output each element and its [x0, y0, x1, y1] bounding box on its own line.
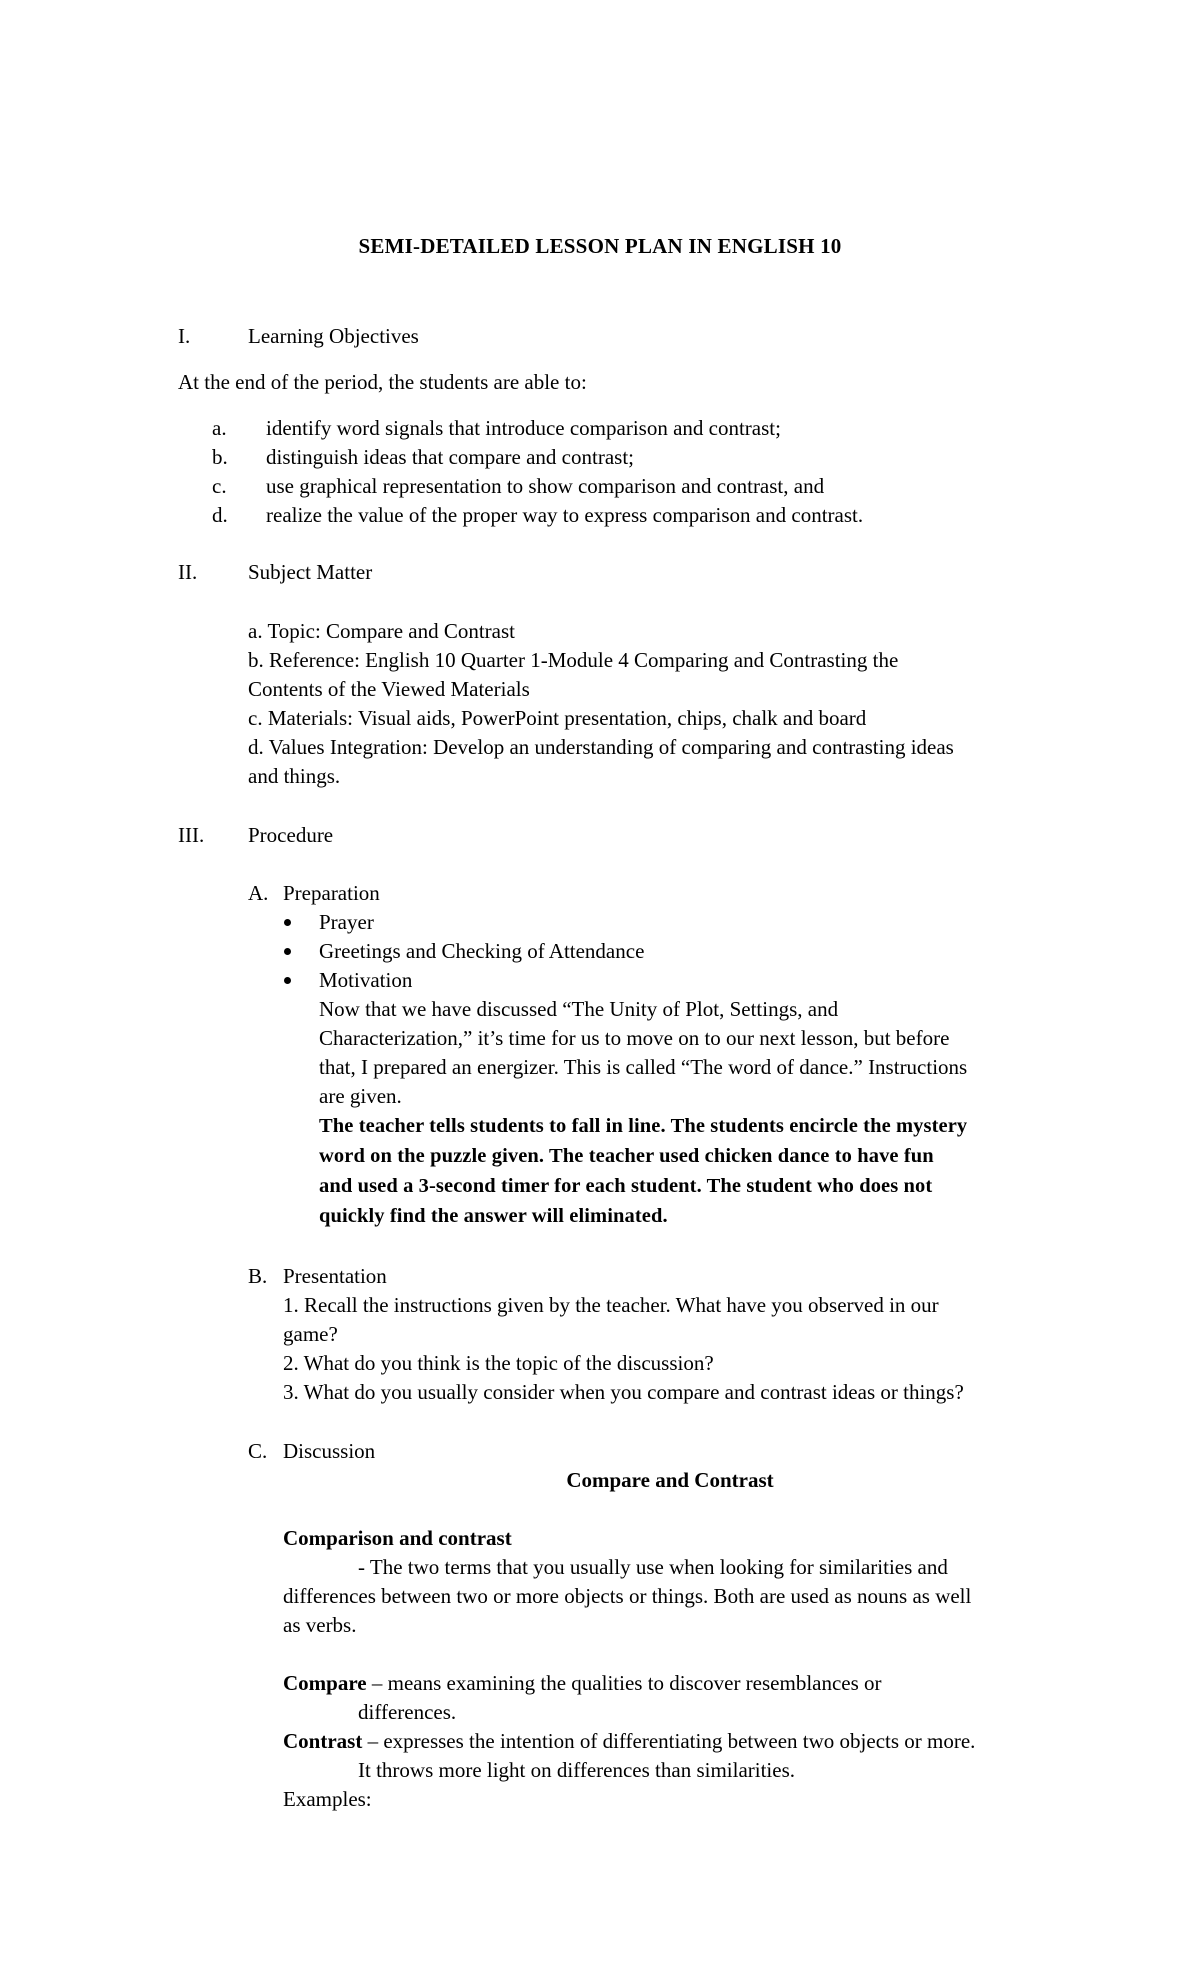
- motivation-instruction-line: quickly find the answer will eliminated.: [319, 1205, 668, 1227]
- compare-term: Compare: [283, 1671, 367, 1695]
- motivation-line: Characterization,” it’s time for us to move on to our next lesson, but before: [319, 1026, 950, 1050]
- section-2-heading: Subject Matter: [248, 560, 373, 584]
- subject-line: and things.: [248, 764, 341, 788]
- preparation-bullet: Prayer: [319, 910, 374, 934]
- preparation-letter: A.: [248, 881, 269, 905]
- subject-line: Contents of the Viewed Materials: [248, 677, 530, 701]
- preparation-heading: Preparation: [283, 881, 380, 905]
- motivation-instruction-line: and used a 3-second timer for each student. The student who does not: [319, 1175, 933, 1197]
- objective-letter: b.: [212, 445, 228, 469]
- discussion-heading: Discussion: [283, 1439, 376, 1463]
- compare-def-continuation: differences.: [358, 1700, 457, 1724]
- section-3-numeral: III.: [178, 823, 205, 847]
- compare-definition: [283, 1669, 882, 1698]
- objective-text: realize the value of the proper way to express comparison and contrast.: [266, 503, 864, 527]
- section-1-heading: Learning Objectives: [248, 324, 419, 348]
- contrast-definition: [283, 1727, 975, 1756]
- term-heading: Comparison and contrast: [283, 1526, 512, 1550]
- motivation-instruction-line: The teacher tells students to fall in line. The students encircle the mystery: [319, 1115, 968, 1137]
- term-line: as verbs.: [283, 1613, 357, 1637]
- presentation-line: 2. What do you think is the topic of the discussion?: [283, 1351, 714, 1375]
- contrast-def-continuation: It throws more light on differences than similarities.: [358, 1758, 796, 1782]
- preparation-bullet: Greetings and Checking of Attendance: [319, 939, 645, 963]
- motivation-line: Now that we have discussed “The Unity of Plot, Settings, and: [319, 997, 839, 1021]
- preparation-bullet: Motivation: [319, 968, 413, 992]
- objective-letter: a.: [212, 416, 227, 440]
- bullet-icon: [284, 919, 291, 926]
- objective-text: identify word signals that introduce comparison and contrast;: [266, 416, 781, 440]
- presentation-line: 3. What do you usually consider when you compare and contrast ideas or things?: [283, 1380, 964, 1404]
- contrast-def-text: – expresses the intention of differentiating between two objects or more.: [362, 1729, 976, 1753]
- compare-def-text: – means examining the qualities to discover resemblances or: [366, 1671, 882, 1695]
- objective-letter: d.: [212, 503, 228, 527]
- discussion-subtitle: Compare and Contrast: [566, 1468, 774, 1492]
- discussion-letter: C.: [248, 1439, 268, 1463]
- term-line: - The two terms that you usually use when looking for similarities and: [358, 1555, 948, 1579]
- subject-line: c. Materials: Visual aids, PowerPoint presentation, chips, chalk and board: [248, 706, 867, 730]
- motivation-instruction-line: word on the puzzle given. The teacher used chicken dance to have fun: [319, 1145, 934, 1167]
- section-3-heading: Procedure: [248, 823, 334, 847]
- section-1-numeral: I.: [178, 324, 191, 348]
- bullet-icon: [284, 948, 291, 955]
- subject-line: b. Reference: English 10 Quarter 1-Module 4 Comparing and Contrasting the: [248, 648, 899, 672]
- motivation-line: are given.: [319, 1084, 402, 1108]
- presentation-line: 1. Recall the instructions given by the teacher. What have you observed in our: [283, 1293, 939, 1317]
- subject-line: a. Topic: Compare and Contrast: [248, 619, 516, 643]
- page-title: SEMI-DETAILED LESSON PLAN IN ENGLISH 10: [358, 234, 842, 258]
- section-2-numeral: II.: [178, 560, 198, 584]
- section-1-intro: At the end of the period, the students are able to:: [178, 370, 587, 394]
- bullet-icon: [284, 977, 291, 984]
- contrast-term: Contrast: [283, 1729, 363, 1753]
- objective-text: use graphical representation to show comparison and contrast, and: [266, 474, 825, 498]
- motivation-line: that, I prepared an energizer. This is called “The word of dance.” Instructions: [319, 1055, 968, 1079]
- presentation-line: game?: [283, 1322, 338, 1346]
- term-line: differences between two or more objects or things. Both are used as nouns as well: [283, 1584, 972, 1608]
- objective-letter: c.: [212, 474, 227, 498]
- presentation-heading: Presentation: [283, 1264, 387, 1288]
- examples-label: Examples:: [283, 1787, 372, 1811]
- objective-text: distinguish ideas that compare and contrast;: [266, 445, 634, 469]
- subject-line: d. Values Integration: Develop an understanding of comparing and contrasting ideas: [248, 735, 954, 759]
- presentation-letter: B.: [248, 1264, 268, 1288]
